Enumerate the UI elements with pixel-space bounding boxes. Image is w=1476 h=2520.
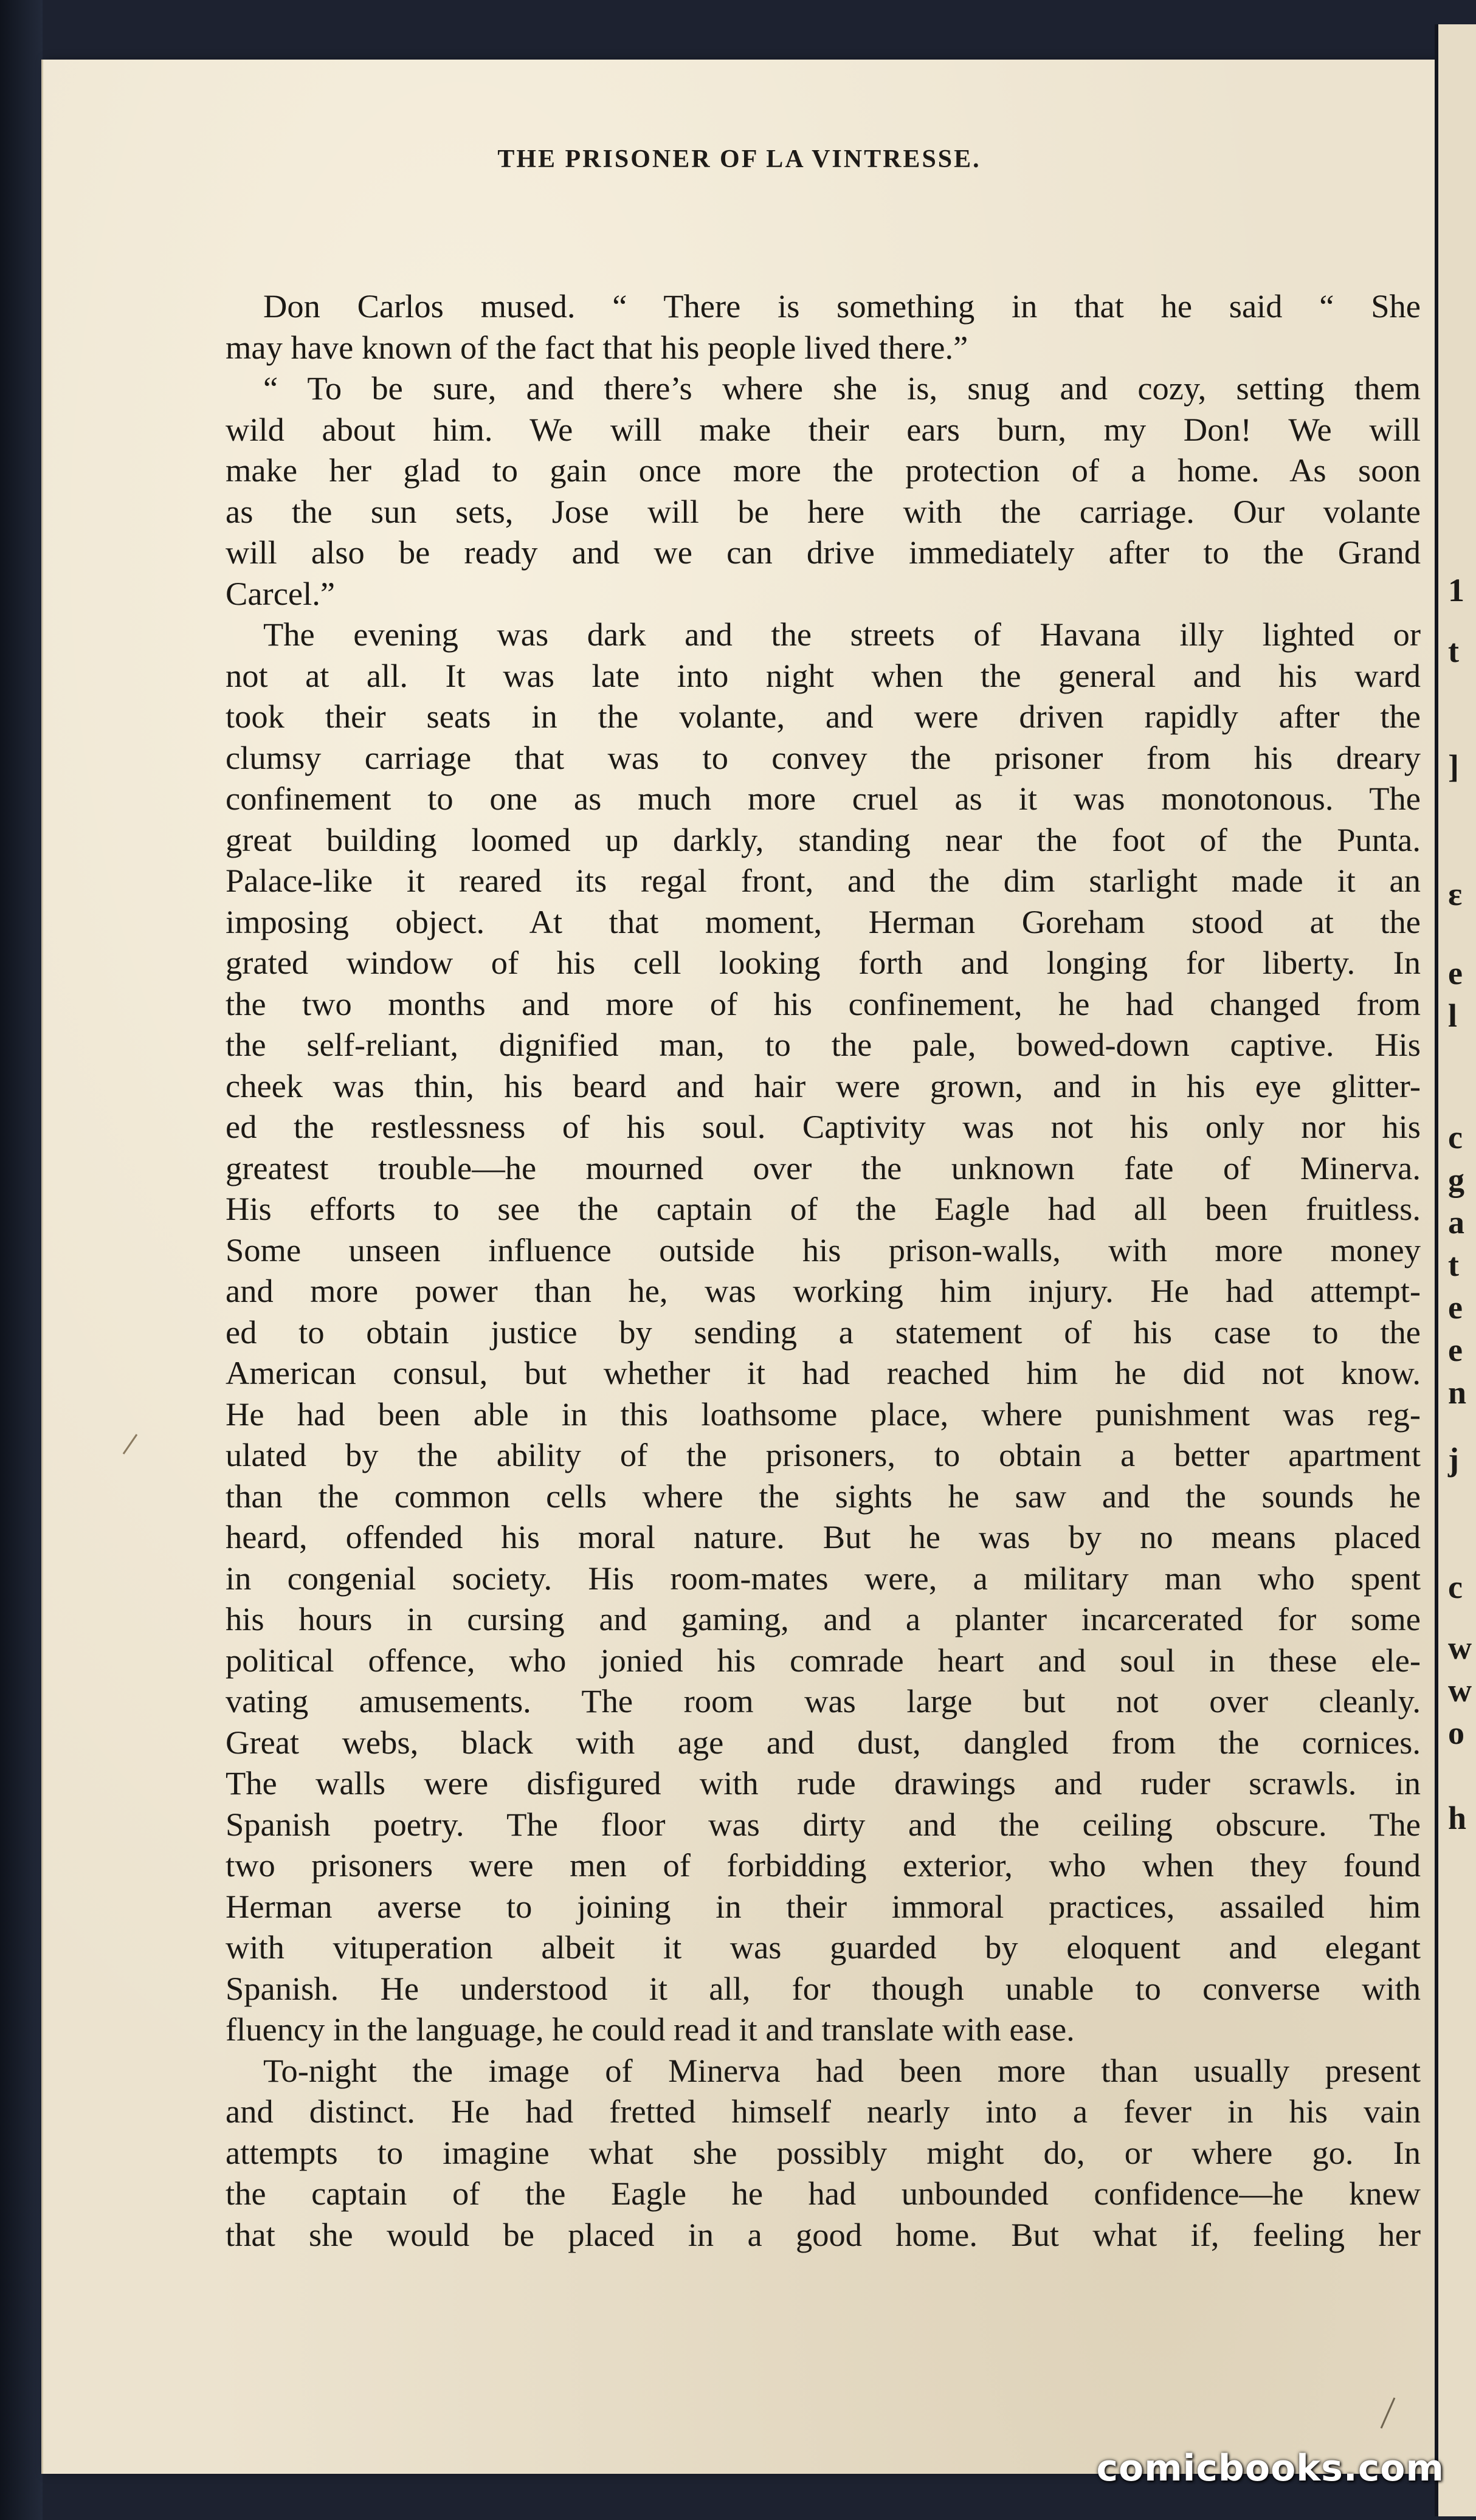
text-line: Spanish. He understood it all, for though unable to converse with [226,1969,1421,2007]
text-line: Some unseen influence outside his prison-walls, with more money [226,1231,1421,1269]
text-line: He had been able in this loathsome place, where punishment was reg- [226,1395,1421,1433]
text-line: great building loomed up darkly, standing near the foot of the Punta. [226,821,1421,858]
text-line: American consul, but whether it had reached him he did not know. [226,1354,1421,1391]
adjacent-page-fragment: c [1448,1119,1463,1155]
text-line: ulated by the ability of the prisoners, to obtain a better apartment [226,1436,1421,1473]
text-line: The evening was dark and the streets of Havana illy lighted or [263,616,1421,653]
text-line: Carcel.” [226,574,336,612]
text-line: “ To be sure, and there’s where she is, snug and cozy, setting them [263,370,1421,407]
text-line: ed to obtain justice by sending a statement of his case to the [226,1313,1421,1351]
text-line: Palace-like it reared its regal front, and the dim starlight made it an [226,862,1421,899]
adjacent-page-fragment: a [1448,1204,1464,1241]
text-line: his hours in cursing and gaming, and a planter incarcerated for some [226,1600,1421,1637]
text-line: Herman averse to joining in their immoral practices, assailed him [226,1887,1421,1925]
adjacent-page-fragment: e [1448,955,1463,991]
text-line: His efforts to see the captain of the Eagle had all been fruitless. [226,1190,1421,1227]
text-line: with vituperation albeit it was guarded by eloquent and elegant [226,1929,1421,1966]
adjacent-page-fragment: n [1448,1374,1467,1411]
adjacent-page-fragment: ] [1448,748,1459,785]
text-line: may have known of the fact that his people lived there.” [226,328,968,366]
running-header: THE PRISONER OF LA VINTRESSE. [497,145,981,173]
text-line: in congenial society. His room-mates were, a military man who spent [226,1559,1421,1597]
text-line: took their seats in the volante, and were driven rapidly after the [226,698,1421,735]
text-line: Don Carlos mused. “ There is something in that he said “ She [263,287,1421,325]
text-line: Spanish poetry. The floor was dirty and the ceiling obscure. The [226,1805,1421,1843]
adjacent-page-fragment: 1 [1448,572,1464,608]
text-line: clumsy carriage that was to convey the prisoner from his dreary [226,738,1421,776]
text-line: the captain of the Eagle he had unbounded confidence—he knew [226,2175,1421,2212]
text-line: attempts to imagine what she possibly might do, or where go. In [226,2133,1421,2171]
text-line: cheek was thin, his beard and hair were grown, and in his eye glitter- [226,1067,1421,1104]
adjacent-page-fragment: h [1448,1800,1467,1836]
adjacent-page-fragment: e [1448,1332,1463,1368]
text-line: wild about him. We will make their ears burn, my Don! We will [226,410,1421,448]
body-text [226,286,1421,2255]
text-line: Great webs, black with age and dust, dangled from the cornices. [226,1723,1421,1761]
text-line: The walls were disfigured with rude drawings and ruder scrawls. in [226,1764,1421,1802]
text-line: the self-reliant, dignified man, to the pale, bowed-down captive. His [226,1026,1421,1063]
adjacent-page-fragment: t [1448,633,1459,669]
page-corner-mark-icon [1375,2395,1399,2431]
text-line: fluency in the language, he could read it and translate with ease. [226,2011,1075,2048]
adjacent-page-fragment: c [1448,1569,1463,1605]
text-line: the two months and more of his confinement, he had changed from [226,985,1421,1022]
adjacent-page-fragment: ɛ [1448,876,1463,912]
adjacent-page-fragment: t [1448,1247,1459,1283]
watermark: comicbooks.com [1096,2447,1444,2490]
text-line: as the sun sets, Jose will be here with the carriage. Our volante [226,492,1421,530]
scan-background-left [0,0,43,2520]
adjacent-page-fragment: g [1448,1162,1464,1198]
text-line: not at all. It was late into night when the general and his ward [226,656,1421,694]
adjacent-page-fragment: w [1448,1630,1472,1666]
pencil-mark-icon [121,1432,139,1456]
text-line: will also be ready and we can drive immediately after to the Grand [226,534,1421,571]
text-line: that she would be placed in a good home. But what if, feeling her [226,2215,1421,2253]
adjacent-page-fragment: l [1448,997,1458,1034]
text-line: heard, offended his moral nature. But he was by no means placed [226,1518,1421,1555]
text-line: vating amusements. The room was large but not over cleanly. [226,1682,1421,1720]
adjacent-page-edge [1435,24,1476,2516]
book-page [41,60,1435,2474]
adjacent-page-fragment: e [1448,1289,1463,1326]
adjacent-page-fragment: o [1448,1715,1464,1751]
text-line: imposing object. At that moment, Herman Goreham stood at the [226,903,1421,940]
text-line: make her glad to gain once more the protection of a home. As soon [226,452,1421,489]
text-line: greatest trouble—he mourned over the unknown fate of Minerva. [226,1149,1421,1186]
text-line: grated window of his cell looking forth and longing for liberty. In [226,944,1421,981]
text-line: To-night the image of Minerva had been more than usually present [263,2051,1421,2089]
text-line: confinement to one as much more cruel as it was monotonous. The [226,780,1421,817]
adjacent-page-fragment: w [1448,1672,1472,1709]
adjacent-page-fragment: j [1448,1441,1459,1478]
text-line: political offence, who jonied his comrade heart and soul in these ele- [226,1641,1421,1679]
text-line: and distinct. He had fretted himself nearly into a fever in his vain [226,2093,1421,2130]
text-line: ed the restlessness of his soul. Captivity was not his only nor his [226,1108,1421,1145]
text-line: than the common cells where the sights he saw and the sounds he [226,1477,1421,1515]
text-line: two prisoners were men of forbidding exterior, who when they found [226,1847,1421,1884]
text-line: and more power than he, was working him injury. He had attempt- [226,1272,1421,1309]
